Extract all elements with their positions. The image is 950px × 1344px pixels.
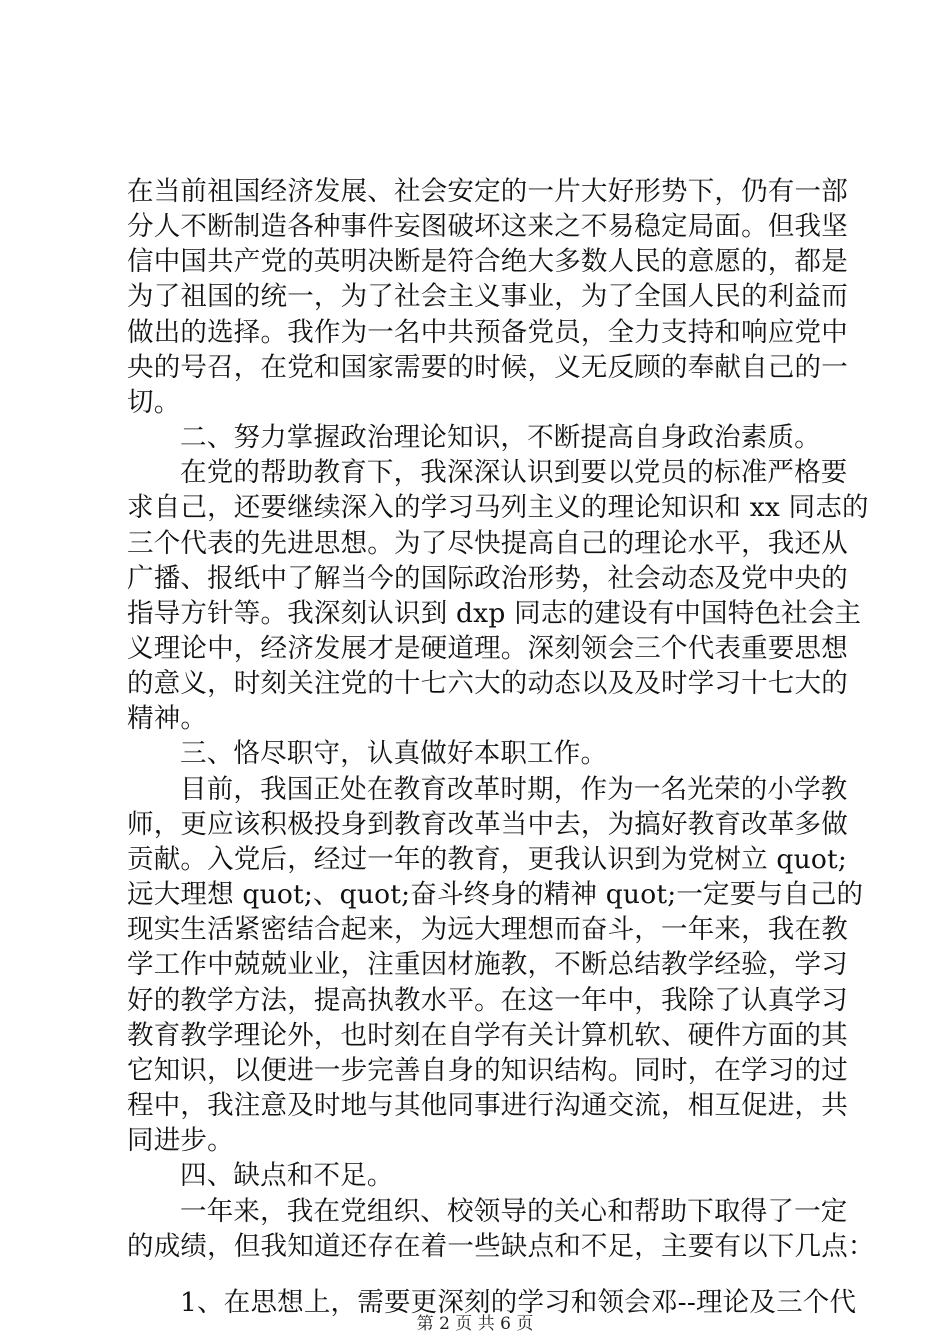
text-line: 同进步。 (127, 1125, 234, 1156)
text-line: 做出的选择。我作为一名中共预备党员，全力支持和响应党中 (127, 317, 848, 348)
text-line: 师，更应该积极投身到教育改革当中去，为搞好教育改革多做 (127, 809, 848, 840)
text-line: 的成绩，但我知道还存在着一些缺点和不足，主要有以下几点： (127, 1231, 875, 1262)
section-heading: 三、恪尽职守，认真做好本职工作。 (180, 738, 608, 769)
page-footer: 第 2 页 共 6 页 (416, 1314, 534, 1334)
text-line: 好的教学方法，提高执教水平。在这一年中，我除了认真学习 (127, 985, 848, 1016)
text-line: 贡献。入党后，经过一年的教育，更我认识到为党树立 quot; (127, 844, 847, 875)
text-line: 在当前祖国经济发展、社会安定的一片大好形势下，仍有一部 (127, 176, 848, 207)
text-line: 现实生活紧密结合起来，为远大理想而奋斗，一年来，我在教 (127, 914, 848, 945)
text-line: 学工作中兢兢业业，注重因材施教，不断总结教学经验，学习 (127, 949, 848, 980)
text-line: 信中国共产党的英明决断是符合绝大多数人民的意愿的，都是 (127, 246, 848, 277)
text-line: 义理论中，经济发展才是硬道理。深刻领会三个代表重要思想 (127, 633, 848, 664)
text-line: 在党的帮助教育下，我深深认识到要以党员的标准严格要 (180, 457, 848, 488)
text-line: 三个代表的先进思想。为了尽快提高自己的理论水平，我还从 (127, 528, 848, 559)
text-line: 广播、报纸中了解当今的国际政治形势，社会动态及党中央的 (127, 563, 848, 594)
text-line: 教育教学理论外，也时刻在自学有关计算机软、硬件方面的其 (127, 1020, 848, 1051)
text-line: 指导方针等。我深刻认识到 dxp 同志的建设有中国特色社会主 (127, 598, 862, 629)
text-line: 的意义，时刻关注党的十七六大的动态以及及时学习十七大的 (127, 668, 848, 699)
section-heading: 四、缺点和不足。 (180, 1160, 394, 1191)
text-line: 切。 (127, 387, 181, 418)
text-line: 分人不断制造各种事件妄图破坏这来之不易稳定局面。但我坚 (127, 211, 848, 242)
section-heading: 二、努力掌握政治理论知识，不断提高自身政治素质。 (180, 422, 821, 453)
text-line: 远大理想 quot;、quot;奋斗终身的精神 quot;一定要与自己的 (127, 879, 864, 910)
text-line: 为了祖国的统一，为了社会主义事业，为了全国人民的利益而 (127, 281, 848, 312)
text-line: 精神。 (127, 703, 208, 734)
text-line: 央的号召，在党和国家需要的时候，义无反顾的奉献自己的一 (127, 352, 848, 383)
text-line: 目前，我国正处在教育改革时期，作为一名光荣的小学教 (180, 774, 848, 805)
text-line: 程中，我注意及时地与其他同事进行沟通交流，相互促进，共 (127, 1090, 848, 1121)
text-line: 一年来，我在党组织、校领导的关心和帮助下取得了一定 (180, 1196, 848, 1227)
text-line: 它知识，以便进一步完善自身的知识结构。同时，在学习的过 (127, 1055, 848, 1086)
text-line: 求自己，还要继续深入的学习马列主义的理论知识和 xx 同志的 (127, 492, 869, 523)
text-line: 1、在思想上，需要更深刻的学习和领会邓--理论及三个代 (180, 1287, 857, 1318)
